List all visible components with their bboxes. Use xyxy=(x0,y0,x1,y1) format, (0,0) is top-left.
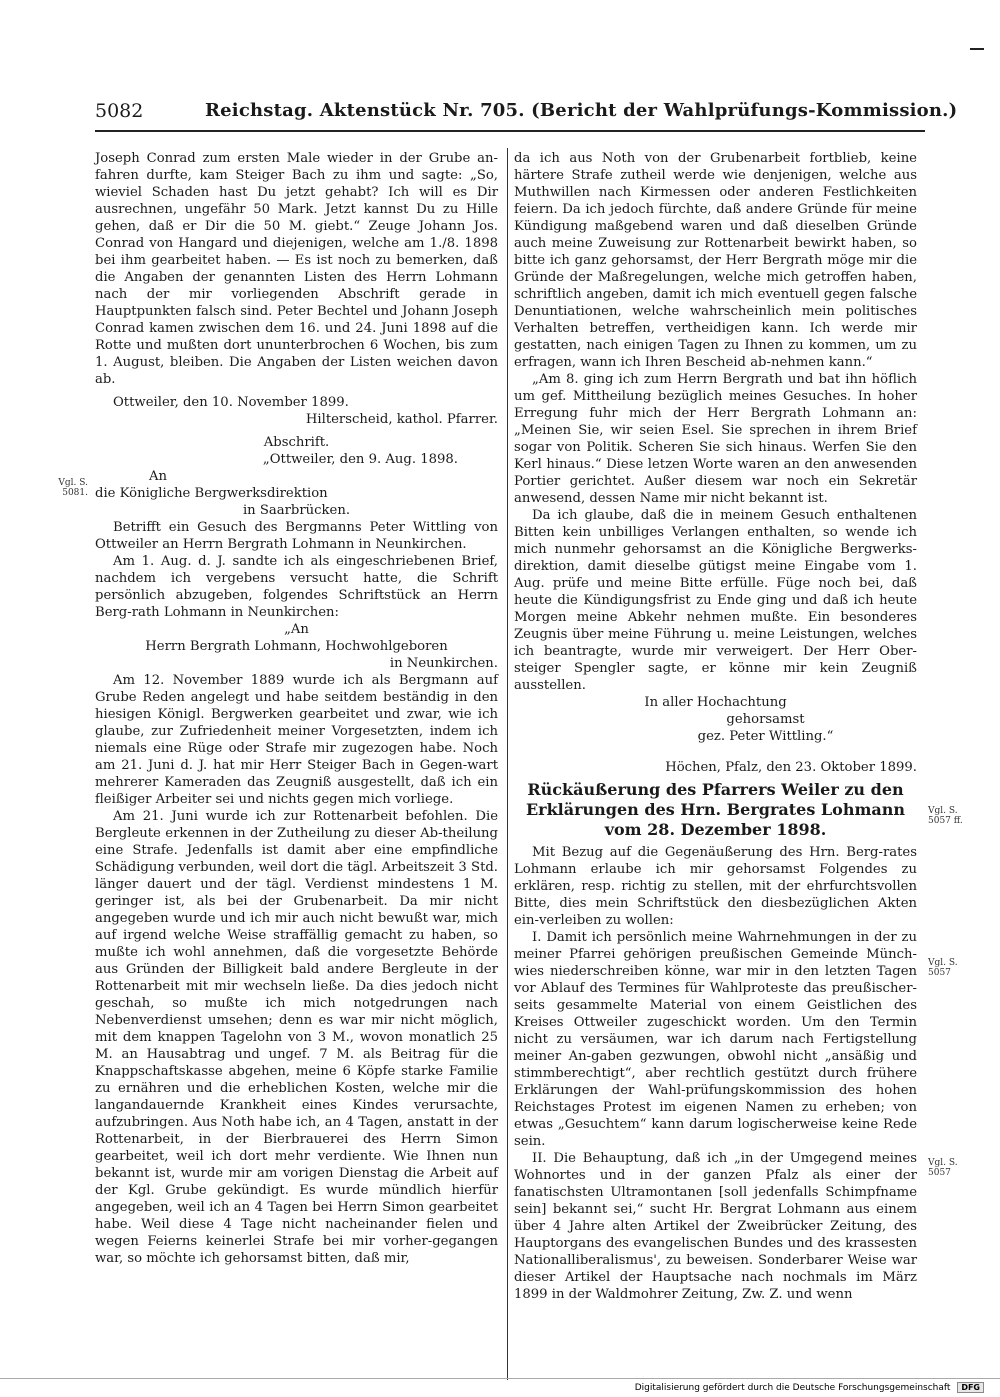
closing: In aller Hochachtung xyxy=(644,695,787,710)
addressee: die Königliche Bergwerksdirektion xyxy=(95,486,328,501)
margin-note: Vgl. S. 5057 ff. xyxy=(928,806,963,826)
paragraph: Am 1. Aug. d. J. sandte ich als eingeschriebenen Brief, nachdem ich vergebens versucht hatte, die Schrift persönlich abzugeben, folgendes Schriftstück an Herrn Berg-rath Lohmann in Neunkirchen: xyxy=(95,554,498,620)
margin-note: Vgl. S. 5081. xyxy=(58,478,88,498)
right-column xyxy=(514,150,917,1303)
salutation: „An xyxy=(284,622,309,637)
paragraph: I. Damit ich persönlich meine Wahrnehmungen in der zu meiner Pfarrei gehörigen preußischen Gemeinde Münch-wies niederschreiben könne, war mir in den letzten Tagen vor Ablauf des Termines für Wahlproteste das preußischer-seits gesammelte Material von einem Geistlichen des Kreises Ottweiler zugeschickt worden. Um den Termin nicht zu versäumen, war ich darum nach Fertigstellung meiner An-gaben gezwungen, obwohl nicht „ansäßig und stimmberechtigt“, aber rechtlich gestützt durch frühere Erklärungen der Wahl-prüfungskommission des hohen Reichstages Protest im eigenen Namen zu erheben; von etwas „Gesuchtem“ kann darum logischerweise keine Rede sein. xyxy=(514,930,917,1149)
section-label: Abschrift. xyxy=(263,435,330,450)
paragraph: Joseph Conrad zum ersten Male wieder in der Grube an-fahren durfte, kam Steiger Bach zu ihm und sagte: „So, wieviel Schaden hast Du jetzt gehabt? Ich will es Dir ausrechnen, ungefähr 50 Mark. Jetzt kannst Du zu Hille gehen, daß er Dir die 50 M. giebt.“ Zeuge Johann Jos. Conrad von Hangard und diejenigen, welche am 1./8. 1898 bei ihm gearbeitet haben. — Es ist noch zu bemerken, daß die Angaben der genannten Listen des Herrn Lohmann nach der mir vorliegenden Abschrift gerade in Hauptpunkten falsch sind. Peter Bechtel und Johann Joseph Conrad kamen zwischen dem 16. und 24. Juni 1898 auf die Rotte und mußten dort ununterbrochen 6 Wochen, bis zum 1. August, bleiben. Die Angaben der Listen weichen davon ab. xyxy=(95,151,498,387)
paragraph: Am 12. November 1889 wurde ich als Bergmann auf Grube Reden angelegt und habe seitdem beständig in den hiesigen Königl. Bergwerken gearbeitet und zwar, wie ich glaube, zur Zufriedenheit meiner Vorgesetzten, indem ich niemals eine Rüge oder Strafe mir zugezogen habe. Noch am 21. Juni d. J. hat mir Herr Steiger Bach in Gegen-wart mehrerer Kameraden das Zeugniß ausgestellt, daß ich ein fleißiger Arbeiter sei und nichts gegen mich vorliege. xyxy=(95,673,498,807)
paragraph: Betrifft ein Gesuch des Bergmanns Peter Wittling von Ottweiler an Herrn Bergrath Lohmann in Neunkirchen. xyxy=(95,520,498,552)
letter-signature: gez. Peter Wittling.“ xyxy=(697,729,834,744)
footer xyxy=(635,1382,984,1393)
page-title: Reichstag. Aktenstück Nr. 705. (Bericht der Wahlprüfungs-Kommission.) xyxy=(205,100,958,121)
left-column xyxy=(95,150,498,1267)
column-divider xyxy=(507,148,508,1380)
paragraph: II. Die Behauptung, daß ich „in der Umgegend meines Wohnortes und in der ganzen Pfalz als einer der fanatischsten Ultramontanen [soll jedenfalls Schimpfname sein] bekannt sei,“ sucht Hr. Bergrat Lohmann aus einem über 4 Jahre alten Artikel der Zweibrücker Zeitung, des Hauptorgans des evangelischen Bundes und des krassesten Nationalliberalismus', zu beweisen. Sonderbarer Weise war dieser Artikel der Hauptsache nach nochmals im März 1899 in der Waldmohrer Zeitung, Zw. Z. und wenn xyxy=(514,1151,917,1302)
margin-note: Vgl. S. 5057 xyxy=(928,958,958,978)
paragraph: Mit Bezug auf die Gegenäußerung des Hrn. Berg-rates Lohmann erlaube ich mir gehorsamst Folgendes zu erklären, resp. richtig zu stellen, mit der ehrfurchtsvollen Bitte, dies mein Schriftstück den diesbezüglichen Akten ein-verleiben zu wollen: xyxy=(514,845,917,928)
paragraph: Am 21. Juni wurde ich zur Rottenarbeit befohlen. Die Bergleute erkennen in der Zutheilung zu dieser Ab-theilung eine Strafe. Jedenfalls ist damit aber eine empfindliche Schädigung verbunden, weil dort die tägl. Arbeitszeit 3 Std. länger dauert und der tägl. Verdienst mindestens 1 M. geringer ist, als bei der Grubenarbeit. Da mir nicht angegeben wurde und ich mir auch nicht bewußt war, mich auf irgend welche Weise straffällig gemacht zu haben, so mußte ich wohl annehmen, daß die vorgesetzte Behörde aus Gründen der Billigkeit bald andere Bergleute in der Rottenarbeit mit mir wechseln ließe. Da dies jedoch nicht geschah, so mußte ich mich notgedrungen nach Nebenverdienst umsehen; denn es war mir nicht möglich, mit dem knappen Tagelohn von 3 M., wovon monatlich 25 M. an Hausabtrag und ungef. 7 M. als Beitrag für die Knappschaftskasse abgehen, meine 6 Köpfe starke Familie zu ernähren und die erheblichen Kosten, welche mir die langandauernde Krankheit eines Kindes verursachte, aufzubringen. Aus Noth habe ich, an 4 Tagen, anstatt in der Rottenarbeit, in der Bierbrauerei des Herrn Simon gearbeitet, weil ich dort mehr verdiente. Wie Ihnen nun bekannt ist, wurde mir am vorigen Dienstag die Arbeit auf der Kgl. Grube gekündigt. Es wurde mündlich hierfür angegeben, weil ich an 4 Tagen bei Herrn Simon gearbeitet habe. Weil diese 4 Tage nicht nacheinander fielen und wegen Feierns keinerlei Strafe bei mir vorher-gegangen war, so möchte ich gehorsamst bitten, daß mir, xyxy=(95,809,498,1266)
header-rule xyxy=(95,130,925,132)
salutation: An xyxy=(149,469,168,484)
dfg-logo: DFG xyxy=(957,1382,984,1393)
footer-rule xyxy=(0,1378,1000,1379)
signature: Hilterscheid, kathol. Pfarrer. xyxy=(305,412,498,427)
address-city: in Saarbrücken. xyxy=(242,503,351,518)
dateline: Ottweiler, den 10. November 1899. xyxy=(113,395,349,410)
paragraph: „Am 8. ging ich zum Herrn Bergrath und bat ihn höflich um gef. Mittheilung bezüglich meines Gesuches. In hoher Erregung fuhr mich der Herr Bergrath Lohmann an: „Meinen Sie, wir seien Esel. Sie sprechen in ihrem Brief sogar von Politik. Scheren Sie sich hinaus. Werfen Sie den Kerl hinaus.“ Diese letzen Worte waren an den anwesenden Portier gerichtet. Außer diesem war noch ein Sekretär anwesend, dessen Name mir nicht bekannt ist. xyxy=(514,372,917,506)
margin-note: Vgl. S. 5057 xyxy=(928,1158,958,1178)
paragraph: da ich aus Noth von der Grubenarbeit fortblieb, keine härtere Strafe zutheil werde wie denjenigen, welche aus Muthwillen nach Kirmessen oder anderen Festlichkeiten feiern. Da ich jedoch fürchte, daß andere Gründe für meine Kündigung maßgebend waren und daß dieselben Gründe auch meine Zuweisung zur Rottenarbeit bewirkt haben, so bitte ich ganz gehorsamst, der Herr Bergrath möge mir die Gründe der Maßregelungen, welche mich getroffen haben, schriftlich angeben, damit ich mich eventuell gegen falsche Denuntiationen, welche wahrscheinlich mein politisches Verhalten betreffen, vertheidigen kann. Ich werde mir gestatten, nach einigen Tagen zu Ihnen zu kommen, um zu erfragen, wann ich Ihren Bescheid ab-nehmen kann.“ xyxy=(514,151,917,370)
address-city: in Neunkirchen. xyxy=(389,656,498,671)
page-number: 5082 xyxy=(95,100,144,122)
corner-mark xyxy=(970,48,984,50)
footer-text: Digitalisierung gefördert durch die Deutsche Forschungsgemeinschaft xyxy=(634,1383,951,1393)
closing: gehorsamst xyxy=(726,712,805,727)
page-header xyxy=(95,96,958,128)
paragraph: Da ich glaube, daß die in meinem Gesuch enthaltenen Bitten kein unbilliges Verlangen enthalten, so wende ich mich nunmehr gehorsamst an die Königliche Bergwerks-direktion, damit dieselbe gütigst meine Eingabe vom 1. Aug. prüfe und meine Bitte erfülle. Füge noch bei, daß heute die Kündigungsfrist zu Ende ging und daß ich heute Morgen meine Abkehr nehmen mußte. Ein besonderes Zeugnis über meine Führung u. meine Leistungen, welches ich beantragte, wurde mir verweigert. Der Herr Ober-steiger Spengler sagte, er könne mir kein Zeugniß ausstellen. xyxy=(514,508,917,693)
dateline: Höchen, Pfalz, den 23. Oktober 1899. xyxy=(665,760,917,775)
addressee: Herrn Bergrath Lohmann, Hochwohlgeboren xyxy=(145,639,448,654)
letter-date: „Ottweiler, den 9. Aug. 1898. xyxy=(262,452,458,467)
section-heading: Rückäußerung des Pfarrers Weiler zu den Erklärungen des Hrn. Bergrates Lohmann vom 28. Dezember 1898. xyxy=(525,780,906,839)
